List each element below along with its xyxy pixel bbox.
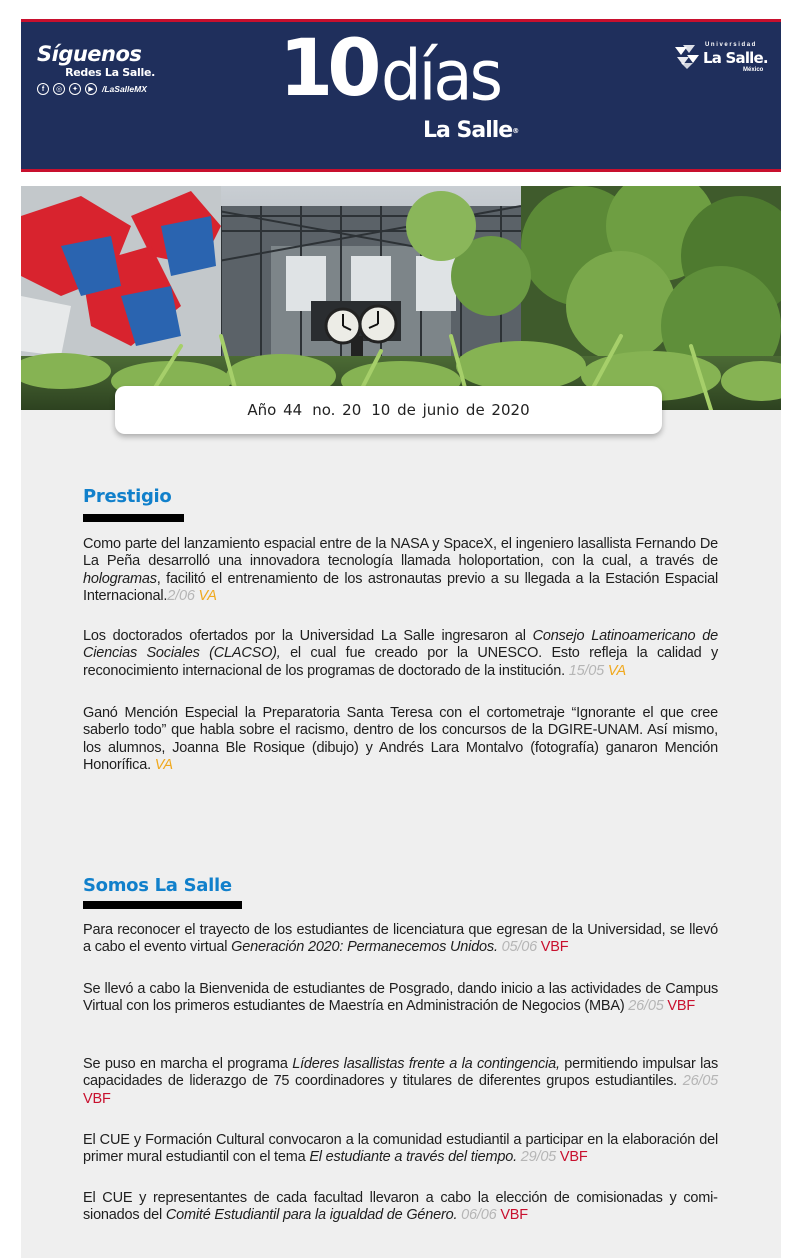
item-source-tag: VA [154, 756, 173, 773]
body-text: Se llevó a cabo la Bienvenida de estudiantes de Posgrado, dando inicio a las actividades de Campus Virtual con los primeros estudiantes de Maestría en Administración de Negocios (MBA) [83, 981, 718, 1015]
logo-country: México [743, 67, 764, 73]
issue-date: 10 de junio de 2020 [371, 401, 530, 419]
social-follow-block [37, 42, 167, 95]
item-date: 05/06 [501, 939, 537, 956]
body-text: El CUE y representantes de cada facultad llevaron a cabo la elección de comisionadas y comisionados del [83, 1190, 718, 1224]
social-links [37, 83, 167, 95]
emphasized-text: Líderes lasallistas frente a la contingencia, [292, 1056, 560, 1072]
issue-year: Año 44 [247, 401, 303, 419]
news-item [83, 1132, 718, 1167]
body-text: Se puso en marcha el programa [83, 1056, 293, 1072]
item-source-tag: VBF [540, 939, 569, 956]
item-source-tag: VBF [667, 998, 696, 1015]
campus-photo [21, 186, 781, 410]
follow-title: Síguenos [37, 42, 142, 66]
news-item [83, 628, 718, 680]
body-text: , facilitó el entrenamiento de los astronautas previo a su llegada a la Estación Espacial Internacional. [83, 570, 718, 604]
instagram-icon[interactable]: ◎ [53, 83, 65, 95]
section-title-prestigio: Prestigio [83, 486, 172, 507]
facebook-icon[interactable]: f [37, 83, 49, 95]
header-banner [21, 19, 781, 172]
social-handle[interactable]: /LaSalleMX [102, 84, 147, 94]
item-source-tag: VBF [83, 1090, 111, 1107]
section-title-somos-la-salle: Somos La Salle [83, 875, 232, 896]
emphasized-text: Consejo Latinoamericano de Ciencias Sociales (CLACSO), [83, 628, 718, 662]
masthead-number: 10 [279, 24, 376, 114]
section-underline [83, 514, 184, 522]
body-text: permitiendo impulsar las capacidades de liderazgo de 75 coordinadores y titulares de diferentes grupos estudiantiles. [83, 1056, 719, 1090]
item-date: 26/05 [682, 1073, 718, 1090]
news-item [83, 922, 718, 957]
youtube-icon[interactable]: ▶ [85, 83, 97, 95]
registered-mark: ® [512, 127, 520, 135]
item-source-tag: VBF [559, 1149, 588, 1166]
emphasized-text: El estudiante a través del tiempo. [309, 1149, 517, 1166]
news-item [83, 536, 718, 605]
emphasized-text: Generación 2020: Permanecemos Unidos. [231, 939, 498, 956]
follow-subtitle: Redes La Salle. [65, 66, 155, 79]
logo-university-label: Universidad [705, 42, 757, 48]
newsletter-masthead [279, 24, 539, 160]
item-date: 29/05 [520, 1149, 557, 1166]
issue-number: no. 20 [312, 401, 362, 419]
news-item [83, 981, 718, 1016]
body-text: Como parte del lanzamiento espacial entre de la NASA y SpaceX, el ingeniero lasallista Fernando De La Peña desarrolló una innovadora tecnología llamada holoportation, con la cual, a través de [83, 536, 718, 570]
emphasized-text: Comité Estudiantil para la igualdad de Género. [165, 1207, 458, 1224]
item-date: 2/06 [167, 587, 195, 604]
campus-clock-garden-image [21, 186, 781, 410]
item-source-tag: VA [607, 662, 627, 679]
body-text: Los doctorados ofertados por la Universidad La Salle ingresaron al [83, 628, 533, 644]
logo-name: La Salle. [703, 49, 768, 67]
item-date: 06/06 [461, 1207, 497, 1224]
news-item [83, 1190, 718, 1225]
item-date: 26/05 [628, 998, 664, 1015]
issue-info-bar [115, 386, 662, 434]
item-date: 15/05 [568, 662, 605, 679]
news-item [83, 705, 718, 774]
twitter-icon[interactable]: ✦ [69, 83, 81, 95]
section-underline [83, 901, 242, 909]
item-source-tag: VA [198, 587, 217, 604]
news-item [83, 1056, 718, 1108]
body-text: El CUE y Formación Cultural convocaron a la comunidad estudiantil a participar en la elaboración del primer mural estudiantil con el tema [83, 1132, 718, 1166]
emphasized-text: hologramas [83, 570, 157, 587]
body-text: Ganó Mención Especial la Preparatoria Santa Teresa con el cortometraje “Ignorante el que cree saberlo todo” que habla sobre el racismo, dentro de los concursos de la DGIRE-UNAM. Así mismo, los alumnos, Joanna Ble Rosique (dibujo) y Andrés Lara Montalvo (fotografía) ganaron Mención Honorífica. [83, 705, 718, 773]
star-emblem-icon [673, 43, 701, 69]
body-text: el cual fue creado por la UNESCO. Esto refleja la calidad y reconocimiento internacional de los programas de doctorado de la institución. [83, 645, 718, 679]
body-text: Para reconocer el trayecto de los estudiantes de licenciatura que egresan de la Universidad, se llevó a cabo el evento virtual [83, 922, 718, 956]
masthead-brand-text: La Salle [423, 118, 513, 143]
university-logo[interactable] [673, 40, 773, 80]
masthead-brand [423, 118, 519, 144]
item-source-tag: VBF [500, 1207, 528, 1224]
masthead-word: días [381, 36, 500, 117]
